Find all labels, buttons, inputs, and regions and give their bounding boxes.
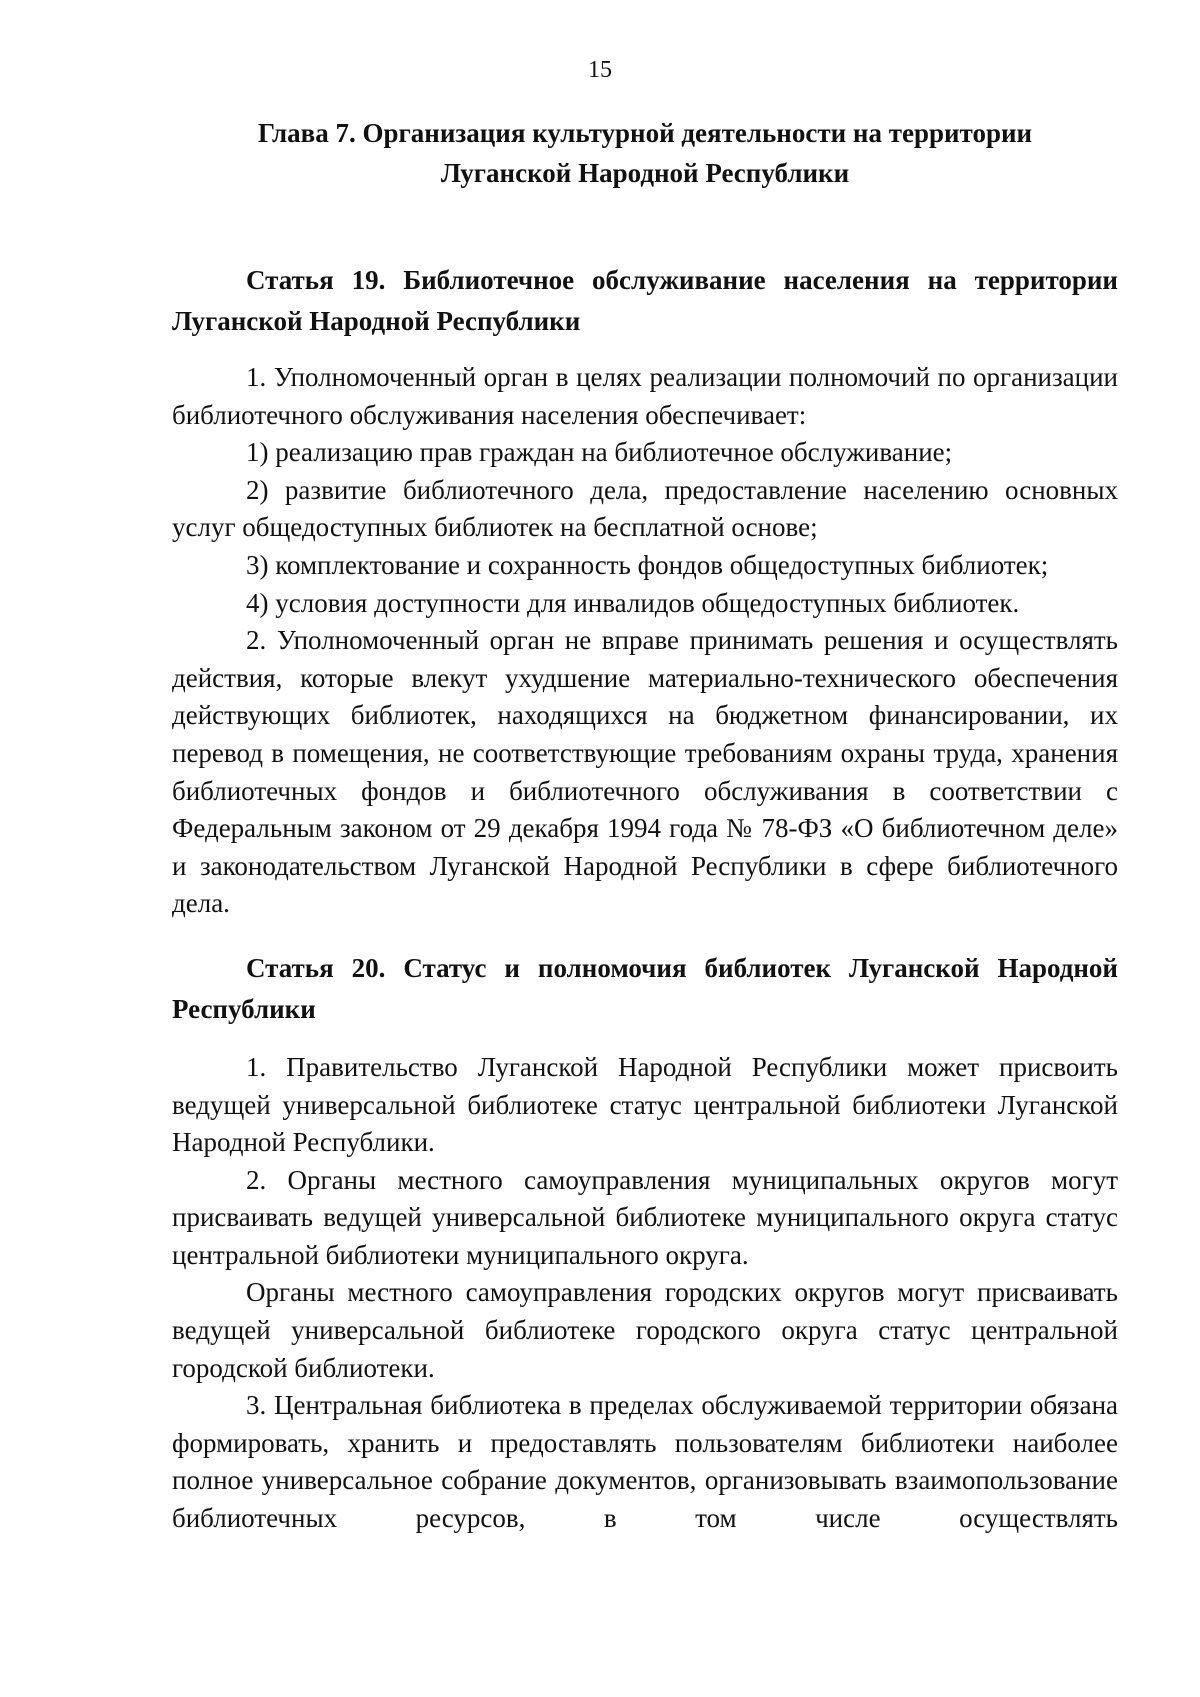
article-19-paragraph-1: 1. Уполномоченный орган в целях реализации полномочий по организации библиотечного обслуживания населения обеспечивает: [172,362,1118,430]
article-20-heading: Статья 20. Статус и полномочия библиотек Луганской Народной Республики [172,952,1118,1024]
chapter-title [172,113,1118,193]
chapter-title-line-1: Глава 7. Организация культурной деятельности на территории [257,118,1033,148]
article-19-item-4: 4) условия доступности для инвалидов общедоступных библиотек. [246,587,1020,618]
page-number: 15 [588,57,612,83]
article-19-item-3: 3) комплектование и сохранность фондов общедоступных библиотек; [246,549,1049,580]
article-20-paragraph-2: 2. Органы местного самоуправления муниципальных округов могут присваивать ведущей универсальной библиотеке муниципального округа статус центральной библиотеки муниципального округа. [172,1164,1118,1270]
article-19-item-2: 2) развитие библиотечного дела, предоставление населению основных услуг общедоступных библиотек на бесплатной основе; [172,474,1118,543]
chapter-title-line-2: Луганской Народной Республики [440,158,850,188]
article-19-heading: Статья 19. Библиотечное обслуживание населения на территории Луганской Народной Республики [172,265,1118,336]
article-19-body [172,359,1118,923]
document-body [172,113,1118,1538]
article-20-paragraph-1: 1. Правительство Луганской Народной Республики может присвоить ведущей универсальной библиотеке статус центральной библиотеки Луганской Народной Республики. [172,1051,1118,1158]
article-20-paragraph-3: 3. Центральная библиотека в пределах обслуживаемой территории обязана формировать, хранить и предоставлять пользователям библиотеки наиболее полное универсальное собрание документов, организовывать взаимопользование библиотечных ресурсов, в том числе осуществлять [172,1390,1118,1534]
article-19-item-1: 1) реализацию прав граждан на библиотечное обслуживание; [246,437,953,468]
article-19-paragraph-2: 2. Уполномоченный орган не вправе принимать решения и осуществлять действия, которые влекут ухудшение материально-технического обеспечения действующих библиотек, находящихся на бюджетном финансировании, их перевод в помещения, не соответствующие требованиям охраны труда, хранения библиотечных фондов и библиотечного обслуживания в соответствии с Федеральным законом от 29 декабря 1994 года № 78-ФЗ «О библиотечном деле» и законодательством Луганской Народной Республики в сфере библиотечного дела. [172,625,1118,919]
article-20-paragraph-2-continued: Органы местного самоуправления городских округов могут присваивать ведущей универсальной библиотеке городского округа статус центральной городской библиотеки. [172,1277,1118,1383]
article-20-body [172,1049,1118,1538]
